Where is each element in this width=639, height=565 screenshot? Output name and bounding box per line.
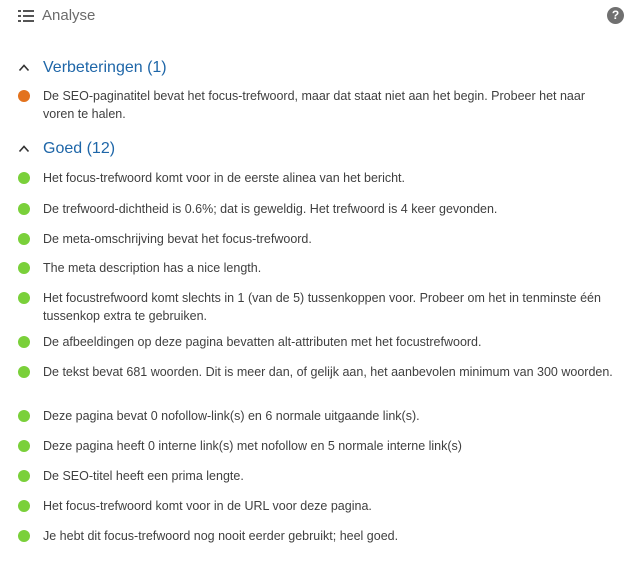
good-item-12	[18, 527, 618, 545]
list-item-text: De meta-omschrijving bevat het focus-trefwoord.	[43, 232, 312, 246]
help-icon[interactable]: ?	[607, 7, 624, 24]
good-bullet	[18, 336, 30, 348]
good-bullet	[18, 233, 30, 245]
list-item-text: Het focustrefwoord komt slechts in 1 (van de 5) tussenkoppen voor. Probeer om het in tenminste één tussenkop extra te gebruiken.	[43, 291, 601, 323]
list-item-text: The meta description has a nice length.	[43, 261, 262, 275]
good-item-2	[18, 200, 618, 218]
list-item-text: Het focus-trefwoord komt voor in de URL voor deze pagina.	[43, 499, 372, 513]
good-toggle[interactable]	[18, 138, 618, 160]
good-bullet	[18, 500, 30, 512]
list-icon	[18, 9, 34, 23]
good-item-4	[18, 259, 618, 277]
improvements-section	[18, 57, 618, 123]
list-item-text: De afbeeldingen op deze pagina bevatten alt-attributen met het focustrefwoord.	[43, 335, 482, 349]
good-section	[18, 138, 618, 160]
good-bullet	[18, 262, 30, 274]
chevron-up-icon	[18, 62, 30, 74]
list-item-text: De SEO-titel heeft een prima lengte.	[43, 469, 244, 483]
good-bullet	[18, 292, 30, 304]
good-item-9	[18, 437, 618, 455]
good-bullet	[18, 440, 30, 452]
good-item-6	[18, 333, 618, 351]
list-item-text: Je hebt dit focus-trefwoord nog nooit eerder gebruikt; heel goed.	[43, 529, 399, 543]
good-item-7	[18, 363, 618, 381]
list-item-text: Deze pagina heeft 0 interne link(s) met nofollow en 5 normale interne link(s)	[43, 439, 462, 453]
good-item-8	[18, 407, 618, 425]
improvement-bullet	[18, 90, 30, 102]
good-item-1	[18, 169, 618, 187]
list-item-text: De tekst bevat 681 woorden. Dit is meer dan, of gelijk aan, het aanbevolen minimum van 300 woorden.	[43, 365, 613, 379]
good-bullet	[18, 410, 30, 422]
good-bullet	[18, 470, 30, 482]
good-item-10	[18, 467, 618, 485]
good-bullet	[18, 203, 30, 215]
list-item-text: De trefwoord-dichtheid is 0.6%; dat is geweldig. Het trefwoord is 4 keer gevonden.	[43, 202, 498, 216]
list-item-text: De SEO-paginatitel bevat het focus-trefwoord, maar dat staat niet aan het begin. Probeer het naar voren te halen.	[43, 89, 585, 121]
good-item-11	[18, 497, 618, 515]
good-bullet	[18, 172, 30, 184]
good-item-5	[18, 289, 618, 325]
improvements-title: Verbeteringen (1)	[43, 59, 167, 76]
analysis-title: Analyse	[42, 7, 96, 24]
good-item-3	[18, 230, 618, 248]
list-item-text: Deze pagina bevat 0 nofollow-link(s) en 6 normale uitgaande link(s).	[43, 409, 420, 423]
list-item	[18, 87, 618, 123]
good-title: Goed (12)	[43, 140, 116, 157]
improvements-toggle[interactable]	[18, 57, 618, 79]
good-bullet	[18, 366, 30, 378]
good-bullet	[18, 530, 30, 542]
list-item-text: Het focus-trefwoord komt voor in de eerste alinea van het bericht.	[43, 171, 405, 185]
chevron-up-icon	[18, 143, 30, 155]
analysis-header	[18, 6, 624, 26]
